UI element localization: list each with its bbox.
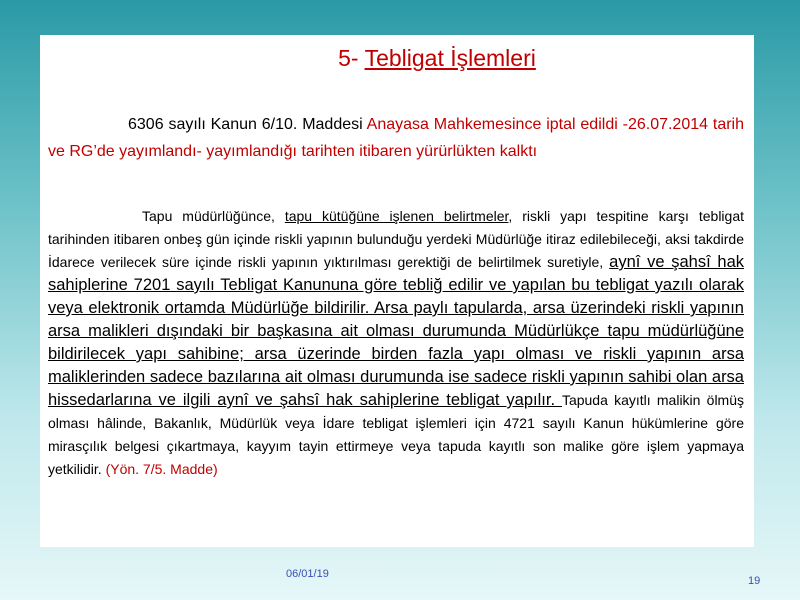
footer-date: 06/01/19 [286,568,329,580]
title-number: 5- [338,45,365,71]
title-text: Tebligat İşlemleri [364,45,536,71]
para1-red-note: Anayasa Mahkemesince iptal edildi -26.07.2014 tarih ve RG’de yayımlandı- yayımlandığı tarihten itibaren yürürlükten kalktı [48,116,745,160]
paragraph-notification-rules [48,205,744,481]
para2-underlined-phrase: tapu kütüğüne işlenen belirtmeler [284,208,509,224]
slide-content [40,35,754,547]
slide-title [40,45,754,72]
page-number: 19 [748,575,761,587]
para1-lead: 6306 sayılı Kanun 6/10. Maddesi [128,116,367,133]
para2-end: Tapuda kayıtlı malikin ölmüş olması hâlinde, Bakanlık, Müdürlük veya İdare tebligat işlemleri için 4721 sayılı Kanun hükümlerine göre mirasçılık belgesi çıkartmaya, kayyım tayin ettirmeye veya tapuda kayıtlı son malike göre işlem yapmaya yetkilidir. [48,392,745,477]
para2-reference: (Yön. 7/5. Madde) [105,461,218,477]
paragraph-annulment-note [48,111,744,165]
para2-start: Tapu müdürlüğünce, [142,208,285,224]
para2-emphasis: aynî ve şahsî hak sahiplerine 7201 sayılı Tebligat Kanununa göre tebliğ edilir ve yapılan bu tebligat yazılı olarak veya elektronik ortamda Müdürlüğe bildirilir. Arsa paylı tapularda, arsa üzerindeki riskli yapının arsa malikleri dışındaki bir başkasına ait olması durumunda Müdürlükçe tapu müdürlüğüne bildirilecek yapı sahibine; arsa üzerinde birden fazla yapı olması ve riskli yapının arsa maliklerinden sadece bazılarına ait olması durumunda ise sadece riskli yapının sahibi olan arsa hissedarlarına ve ilgili aynî ve şahsî hak sahiplerine tebligat yapılır. [48,253,744,409]
para2-mid: , riskli yapı tespitine karşı tebligat tarihinden itibaren onbeş gün içinde riskli yapının bulunduğu yerdeki Müdürlüğe itiraz edilebileceği, aksi takdirde İdarece verilecek süre içinde riskli yapının yıktırılması gerektiği de belirtilmek suretiyle, [48,208,744,270]
